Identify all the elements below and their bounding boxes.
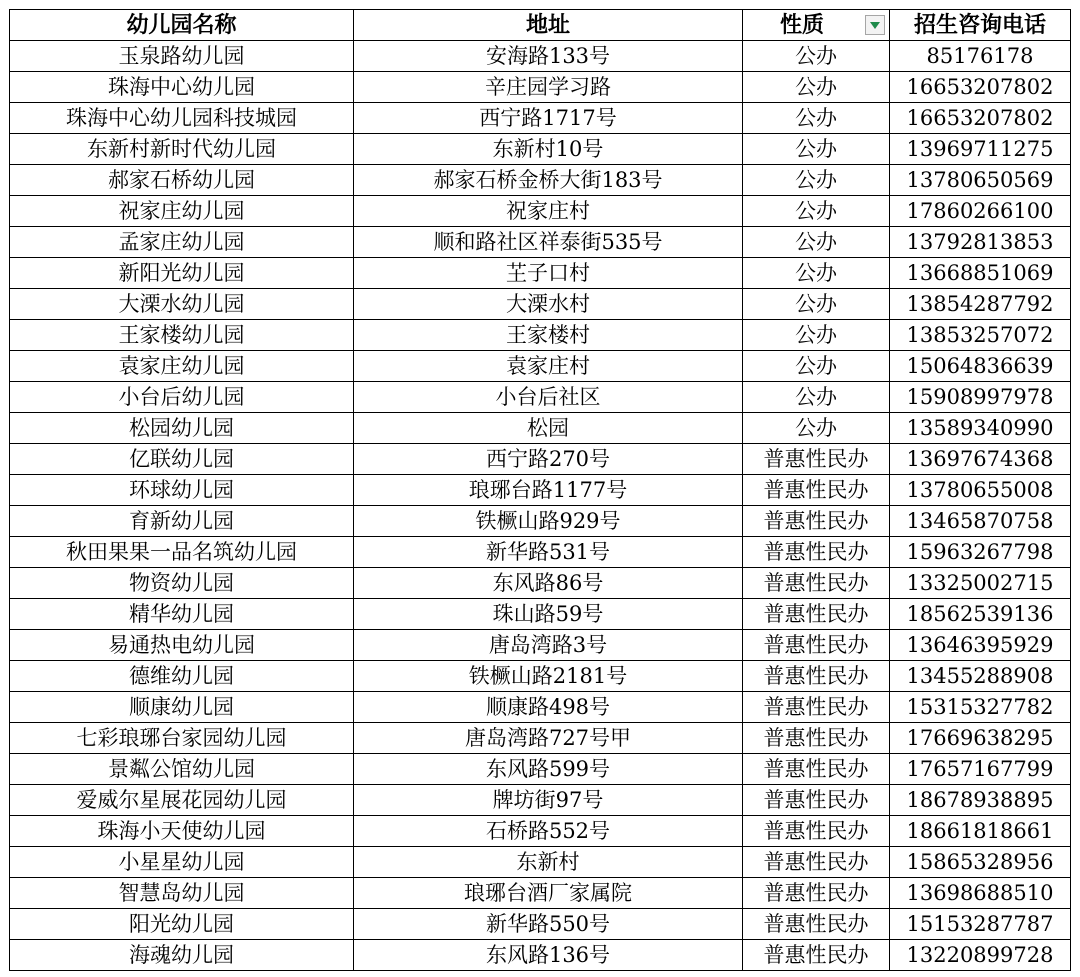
table-row [10, 258, 1071, 289]
cell-type[interactable]: 普惠性民办 [743, 506, 890, 537]
cell-type[interactable]: 公办 [743, 258, 890, 289]
cell-phone[interactable]: 15865328956 [890, 847, 1071, 878]
table-row [10, 754, 1071, 785]
cell-type[interactable]: 普惠性民办 [743, 475, 890, 506]
cell-address[interactable]: 唐岛湾路727号甲 [354, 723, 743, 754]
cell-name[interactable]: 袁家庄幼儿园 [10, 351, 354, 382]
cell-address[interactable]: 东风路599号 [354, 754, 743, 785]
cell-name[interactable]: 孟家庄幼儿园 [10, 227, 354, 258]
cell-address[interactable]: 顺和路社区祥泰街535号 [354, 227, 743, 258]
cell-name[interactable]: 景粼公馆幼儿园 [10, 754, 354, 785]
cell-phone[interactable]: 16653207802 [890, 103, 1071, 134]
table-row [10, 630, 1071, 661]
header-row [10, 10, 1071, 41]
cell-phone[interactable]: 15153287787 [890, 909, 1071, 940]
cell-address[interactable]: 新华路550号 [354, 909, 743, 940]
cell-phone[interactable]: 16653207802 [890, 72, 1071, 103]
filter-dropdown-icon [870, 22, 880, 29]
filter-dropdown-button[interactable] [865, 15, 885, 35]
cell-phone[interactable]: 85176178 [890, 41, 1071, 72]
cell-address[interactable]: 东风路136号 [354, 940, 743, 971]
table-row [10, 165, 1071, 196]
cell-address[interactable]: 大溧水村 [354, 289, 743, 320]
cell-name[interactable]: 松园幼儿园 [10, 413, 354, 444]
cell-name[interactable]: 七彩琅琊台家园幼儿园 [10, 723, 354, 754]
cell-name[interactable]: 物资幼儿园 [10, 568, 354, 599]
table-row [10, 134, 1071, 165]
cell-name[interactable]: 德维幼儿园 [10, 661, 354, 692]
cell-name[interactable]: 顺康幼儿园 [10, 692, 354, 723]
cell-phone[interactable]: 13780650569 [890, 165, 1071, 196]
cell-name[interactable]: 祝家庄幼儿园 [10, 196, 354, 227]
cell-type[interactable]: 普惠性民办 [743, 878, 890, 909]
cell-address[interactable]: 石桥路552号 [354, 816, 743, 847]
cell-name[interactable]: 精华幼儿园 [10, 599, 354, 630]
cell-name[interactable]: 秋田果果一品名筑幼儿园 [10, 537, 354, 568]
cell-address[interactable]: 琅琊台路1177号 [354, 475, 743, 506]
cell-type[interactable]: 公办 [743, 320, 890, 351]
table-row [10, 320, 1071, 351]
header-type[interactable] [743, 10, 890, 41]
cell-name[interactable]: 新阳光幼儿园 [10, 258, 354, 289]
cell-name[interactable]: 王家楼幼儿园 [10, 320, 354, 351]
cell-address[interactable]: 袁家庄村 [354, 351, 743, 382]
cell-address[interactable]: 琅琊台酒厂家属院 [354, 878, 743, 909]
cell-phone[interactable]: 13455288908 [890, 661, 1071, 692]
cell-name[interactable]: 环球幼儿园 [10, 475, 354, 506]
cell-address[interactable]: 铁橛山路929号 [354, 506, 743, 537]
cell-phone[interactable]: 13792813853 [890, 227, 1071, 258]
cell-type[interactable]: 普惠性民办 [743, 537, 890, 568]
cell-phone[interactable]: 13698688510 [890, 878, 1071, 909]
cell-phone[interactable]: 15963267798 [890, 537, 1071, 568]
table-row [10, 475, 1071, 506]
cell-phone[interactable]: 15908997978 [890, 382, 1071, 413]
cell-phone[interactable]: 13668851069 [890, 258, 1071, 289]
cell-phone[interactable]: 18562539136 [890, 599, 1071, 630]
cell-type[interactable]: 公办 [743, 382, 890, 413]
cell-type[interactable]: 公办 [743, 103, 890, 134]
cell-address[interactable]: 小台后社区 [354, 382, 743, 413]
cell-name[interactable]: 东新村新时代幼儿园 [10, 134, 354, 165]
cell-address[interactable]: 王家楼村 [354, 320, 743, 351]
cell-type[interactable]: 普惠性民办 [743, 568, 890, 599]
cell-address[interactable]: 牌坊街97号 [354, 785, 743, 816]
table-row [10, 785, 1071, 816]
table-row [10, 351, 1071, 382]
table-row [10, 537, 1071, 568]
cell-type[interactable]: 公办 [743, 289, 890, 320]
cell-type[interactable]: 普惠性民办 [743, 692, 890, 723]
cell-phone[interactable]: 13220899728 [890, 940, 1071, 971]
cell-name[interactable]: 小星星幼儿园 [10, 847, 354, 878]
cell-phone[interactable]: 13697674368 [890, 444, 1071, 475]
cell-phone[interactable]: 13969711275 [890, 134, 1071, 165]
cell-address[interactable]: 唐岛湾路3号 [354, 630, 743, 661]
cell-address[interactable]: 西宁路1717号 [354, 103, 743, 134]
cell-phone[interactable]: 15064836639 [890, 351, 1071, 382]
header-type-label: 性质 [779, 12, 824, 38]
table-row [10, 444, 1071, 475]
cell-type[interactable]: 普惠性民办 [743, 661, 890, 692]
table-row [10, 382, 1071, 413]
table-row [10, 196, 1071, 227]
cell-phone[interactable]: 13325002715 [890, 568, 1071, 599]
cell-phone[interactable]: 17657167799 [890, 754, 1071, 785]
table-row [10, 289, 1071, 320]
table-row [10, 568, 1071, 599]
cell-type[interactable]: 公办 [743, 41, 890, 72]
cell-address[interactable]: 辛庄园学习路 [354, 72, 743, 103]
cell-phone[interactable]: 13854287792 [890, 289, 1071, 320]
cell-address[interactable]: 安海路133号 [354, 41, 743, 72]
cell-type[interactable]: 公办 [743, 72, 890, 103]
table-row [10, 599, 1071, 630]
cell-address[interactable]: 祝家庄村 [354, 196, 743, 227]
cell-type[interactable]: 公办 [743, 196, 890, 227]
cell-type[interactable]: 普惠性民办 [743, 630, 890, 661]
cell-name[interactable]: 大溧水幼儿园 [10, 289, 354, 320]
cell-name[interactable]: 珠海小天使幼儿园 [10, 816, 354, 847]
cell-phone[interactable]: 13646395929 [890, 630, 1071, 661]
cell-address[interactable]: 铁橛山路2181号 [354, 661, 743, 692]
cell-address[interactable]: 郝家石桥金桥大街183号 [354, 165, 743, 196]
table-row [10, 227, 1071, 258]
cell-phone[interactable]: 17669638295 [890, 723, 1071, 754]
cell-phone[interactable]: 15315327782 [890, 692, 1071, 723]
cell-name[interactable]: 易通热电幼儿园 [10, 630, 354, 661]
cell-address[interactable]: 珠山路59号 [354, 599, 743, 630]
cell-name[interactable]: 珠海中心幼儿园 [10, 72, 354, 103]
cell-address[interactable]: 东风路86号 [354, 568, 743, 599]
kindergarten-table [9, 9, 1071, 971]
cell-name[interactable]: 小台后幼儿园 [10, 382, 354, 413]
cell-address[interactable]: 松园 [354, 413, 743, 444]
cell-name[interactable]: 亿联幼儿园 [10, 444, 354, 475]
header-phone[interactable]: 招生咨询电话 [890, 10, 1071, 41]
cell-type[interactable]: 普惠性民办 [743, 785, 890, 816]
table-row [10, 909, 1071, 940]
cell-phone[interactable]: 18661818661 [890, 816, 1071, 847]
table-row [10, 692, 1071, 723]
cell-name[interactable]: 玉泉路幼儿园 [10, 41, 354, 72]
cell-name[interactable]: 郝家石桥幼儿园 [10, 165, 354, 196]
cell-address[interactable]: 顺康路498号 [354, 692, 743, 723]
cell-phone[interactable]: 18678938895 [890, 785, 1071, 816]
header-name[interactable]: 幼儿园名称 [10, 10, 354, 41]
cell-type[interactable]: 普惠性民办 [743, 754, 890, 785]
cell-name[interactable]: 海魂幼儿园 [10, 940, 354, 971]
cell-type[interactable]: 公办 [743, 165, 890, 196]
cell-type[interactable]: 公办 [743, 134, 890, 165]
cell-name[interactable]: 阳光幼儿园 [10, 909, 354, 940]
cell-type[interactable]: 普惠性民办 [743, 723, 890, 754]
cell-type[interactable]: 普惠性民办 [743, 940, 890, 971]
table-row [10, 506, 1071, 537]
table-row [10, 816, 1071, 847]
table-row [10, 661, 1071, 692]
cell-address[interactable]: 西宁路270号 [354, 444, 743, 475]
table-row [10, 723, 1071, 754]
header-address[interactable]: 地址 [354, 10, 743, 41]
cell-phone[interactable]: 13780655008 [890, 475, 1071, 506]
cell-address[interactable]: 芏子口村 [354, 258, 743, 289]
cell-name[interactable]: 育新幼儿园 [10, 506, 354, 537]
table-row [10, 41, 1071, 72]
cell-phone[interactable]: 17860266100 [890, 196, 1071, 227]
cell-name[interactable]: 智慧岛幼儿园 [10, 878, 354, 909]
cell-phone[interactable]: 13465870758 [890, 506, 1071, 537]
table-row [10, 72, 1071, 103]
cell-type[interactable]: 普惠性民办 [743, 909, 890, 940]
cell-address[interactable]: 新华路531号 [354, 537, 743, 568]
table-row [10, 878, 1071, 909]
cell-name[interactable]: 珠海中心幼儿园科技城园 [10, 103, 354, 134]
cell-type[interactable]: 公办 [743, 413, 890, 444]
cell-address[interactable]: 东新村 [354, 847, 743, 878]
cell-type[interactable]: 公办 [743, 351, 890, 382]
table-row [10, 413, 1071, 444]
cell-phone[interactable]: 13853257072 [890, 320, 1071, 351]
cell-type[interactable]: 普惠性民办 [743, 599, 890, 630]
cell-phone[interactable]: 13589340990 [890, 413, 1071, 444]
cell-type[interactable]: 普惠性民办 [743, 847, 890, 878]
cell-name[interactable]: 爱威尔星展花园幼儿园 [10, 785, 354, 816]
cell-address[interactable]: 东新村10号 [354, 134, 743, 165]
cell-type[interactable]: 公办 [743, 227, 890, 258]
table-row [10, 103, 1071, 134]
table-row [10, 940, 1071, 971]
cell-type[interactable]: 普惠性民办 [743, 444, 890, 475]
table-row [10, 847, 1071, 878]
cell-type[interactable]: 普惠性民办 [743, 816, 890, 847]
